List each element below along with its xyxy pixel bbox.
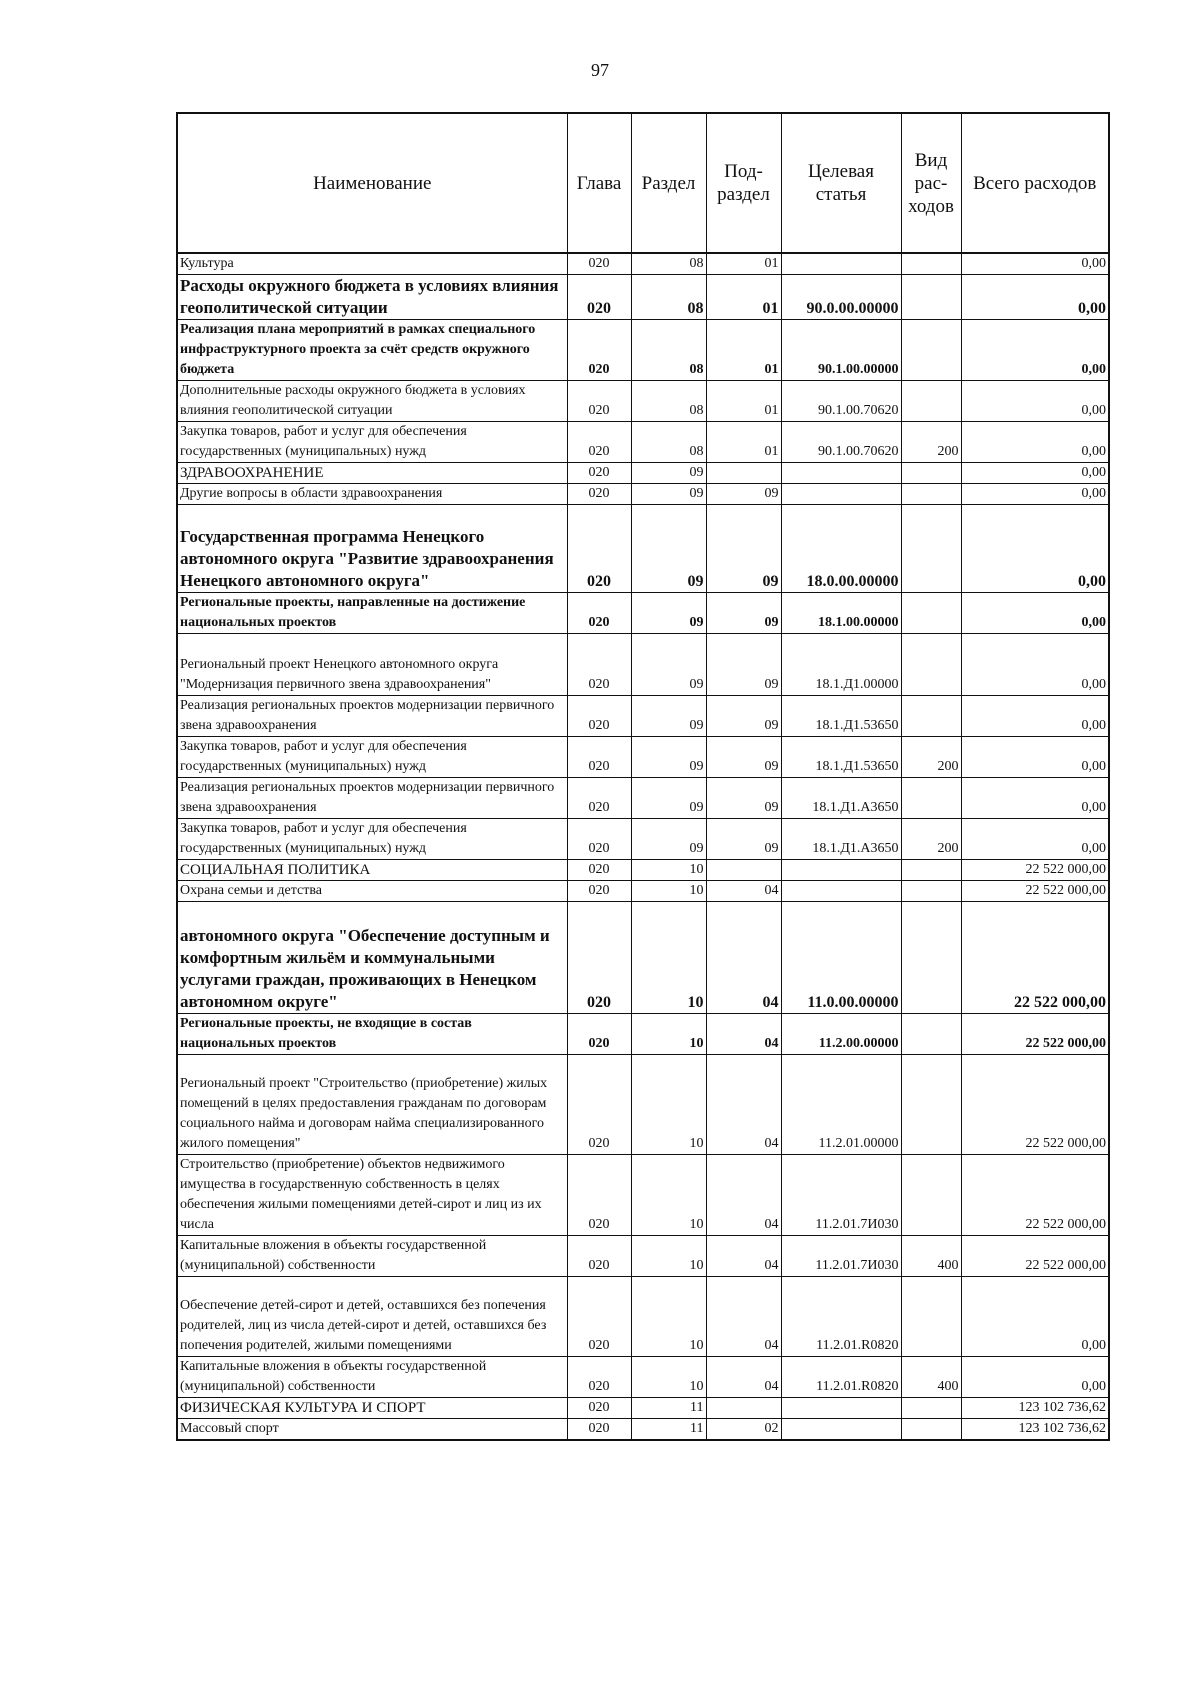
cell-razdel: 09 <box>631 778 706 819</box>
cell-vid-rashodov <box>901 593 961 634</box>
table-row <box>177 819 1109 860</box>
cell-podrazdel: 04 <box>706 1055 781 1155</box>
cell-name: Строительство (приобретение) объектов недвижимого имущества в государственную собственность в целях обеспечения жилыми помещениями детей-сирот и лиц из их числа <box>177 1155 567 1236</box>
cell-name: автономного округа "Обеспечение доступным и комфортным жильём и коммунальными услугами граждан, проживающих в Ненецком автономном округе" <box>177 902 567 1014</box>
cell-name: Закупка товаров, работ и услуг для обеспечения государственных (муниципальных) нужд <box>177 737 567 778</box>
header-razdel: Раздел <box>631 113 706 253</box>
cell-podrazdel: 09 <box>706 737 781 778</box>
cell-razdel: 08 <box>631 275 706 320</box>
table-row <box>177 634 1109 696</box>
cell-total: 0,00 <box>961 634 1109 696</box>
cell-podrazdel: 04 <box>706 1155 781 1236</box>
cell-celevaya-statya: 11.2.01.00000 <box>781 1055 901 1155</box>
cell-name: Капитальные вложения в объекты государственной (муниципальной) собственности <box>177 1236 567 1277</box>
cell-total: 0,00 <box>961 1277 1109 1357</box>
cell-celevaya-statya: 11.2.01.R0820 <box>781 1357 901 1398</box>
cell-podrazdel <box>706 860 781 881</box>
page-number: 97 <box>591 60 609 80</box>
table-row <box>177 1155 1109 1236</box>
cell-name: Массовый спорт <box>177 1419 567 1441</box>
cell-vid-rashodov <box>901 1398 961 1419</box>
cell-vid-rashodov <box>901 634 961 696</box>
cell-name: Капитальные вложения в объекты государственной (муниципальной) собственности <box>177 1357 567 1398</box>
table-row <box>177 505 1109 593</box>
cell-glava: 020 <box>567 860 631 881</box>
header-glava: Глава <box>567 113 631 253</box>
table-row <box>177 320 1109 381</box>
table-row <box>177 737 1109 778</box>
cell-celevaya-statya: 90.0.00.00000 <box>781 275 901 320</box>
cell-total: 123 102 736,62 <box>961 1419 1109 1441</box>
table-row <box>177 1277 1109 1357</box>
cell-name: Региональные проекты, направленные на достижение национальных проектов <box>177 593 567 634</box>
table-row <box>177 1014 1109 1055</box>
cell-glava: 020 <box>567 696 631 737</box>
cell-total: 0,00 <box>961 505 1109 593</box>
cell-razdel: 09 <box>631 634 706 696</box>
cell-vid-rashodov: 200 <box>901 819 961 860</box>
cell-glava: 020 <box>567 778 631 819</box>
cell-glava: 020 <box>567 1277 631 1357</box>
cell-celevaya-statya: 11.2.01.7И030 <box>781 1155 901 1236</box>
cell-razdel: 09 <box>631 484 706 505</box>
cell-vid-rashodov: 200 <box>901 422 961 463</box>
cell-name: ФИЗИЧЕСКАЯ КУЛЬТУРА И СПОРТ <box>177 1398 567 1419</box>
cell-celevaya-statya <box>781 463 901 484</box>
cell-total: 0,00 <box>961 381 1109 422</box>
cell-glava: 020 <box>567 1419 631 1441</box>
cell-celevaya-statya <box>781 484 901 505</box>
cell-glava: 020 <box>567 881 631 902</box>
table-row <box>177 1419 1109 1441</box>
cell-vid-rashodov <box>901 1155 961 1236</box>
cell-total: 0,00 <box>961 819 1109 860</box>
cell-podrazdel: 09 <box>706 819 781 860</box>
table-row <box>177 1357 1109 1398</box>
cell-name: Реализация региональных проектов модернизации первичного звена здравоохранения <box>177 696 567 737</box>
cell-name: Реализация плана мероприятий в рамках специального инфраструктурного проекта за счёт средств окружного бюджета <box>177 320 567 381</box>
cell-razdel: 09 <box>631 463 706 484</box>
table-row <box>177 422 1109 463</box>
cell-name: Закупка товаров, работ и услуг для обеспечения государственных (муниципальных) нужд <box>177 422 567 463</box>
cell-glava: 020 <box>567 463 631 484</box>
cell-celevaya-statya: 18.1.Д1.А3650 <box>781 819 901 860</box>
cell-celevaya-statya: 90.1.00.70620 <box>781 422 901 463</box>
table-row <box>177 593 1109 634</box>
cell-celevaya-statya: 18.1.Д1.53650 <box>781 737 901 778</box>
cell-celevaya-statya: 18.1.00.00000 <box>781 593 901 634</box>
cell-glava: 020 <box>567 1398 631 1419</box>
cell-podrazdel: 09 <box>706 593 781 634</box>
cell-glava: 020 <box>567 737 631 778</box>
cell-celevaya-statya: 90.1.00.70620 <box>781 381 901 422</box>
cell-total: 0,00 <box>961 484 1109 505</box>
cell-razdel: 08 <box>631 253 706 275</box>
cell-total: 22 522 000,00 <box>961 1236 1109 1277</box>
table-row <box>177 484 1109 505</box>
cell-glava: 020 <box>567 593 631 634</box>
cell-razdel: 10 <box>631 1155 706 1236</box>
cell-podrazdel: 01 <box>706 253 781 275</box>
cell-podrazdel: 01 <box>706 422 781 463</box>
table-row <box>177 381 1109 422</box>
cell-vid-rashodov <box>901 1277 961 1357</box>
cell-total: 0,00 <box>961 253 1109 275</box>
cell-razdel: 10 <box>631 1277 706 1357</box>
cell-total: 0,00 <box>961 696 1109 737</box>
budget-table <box>176 112 1110 1441</box>
cell-podrazdel: 09 <box>706 484 781 505</box>
cell-total: 0,00 <box>961 422 1109 463</box>
cell-name: Закупка товаров, работ и услуг для обеспечения государственных (муниципальных) нужд <box>177 819 567 860</box>
cell-razdel: 10 <box>631 1055 706 1155</box>
cell-name: СОЦИАЛЬНАЯ ПОЛИТИКА <box>177 860 567 881</box>
cell-vid-rashodov <box>901 881 961 902</box>
cell-name: Другие вопросы в области здравоохранения <box>177 484 567 505</box>
table-header-row <box>177 113 1109 253</box>
cell-razdel: 11 <box>631 1419 706 1441</box>
cell-total: 0,00 <box>961 320 1109 381</box>
cell-total: 22 522 000,00 <box>961 1055 1109 1155</box>
cell-celevaya-statya <box>781 881 901 902</box>
cell-total: 0,00 <box>961 275 1109 320</box>
header-total: Всего расходов <box>961 113 1109 253</box>
cell-razdel: 10 <box>631 902 706 1014</box>
cell-total: 22 522 000,00 <box>961 1014 1109 1055</box>
header-name: Наименование <box>177 113 567 253</box>
cell-celevaya-statya: 11.0.00.00000 <box>781 902 901 1014</box>
cell-glava: 020 <box>567 1155 631 1236</box>
cell-razdel: 09 <box>631 593 706 634</box>
cell-glava: 020 <box>567 505 631 593</box>
cell-name: Государственная программа Ненецкого автономного округа "Развитие здравоохранения Ненецкого автономного округа" <box>177 505 567 593</box>
cell-vid-rashodov <box>901 463 961 484</box>
cell-total: 0,00 <box>961 463 1109 484</box>
table-row <box>177 253 1109 275</box>
cell-vid-rashodov <box>901 253 961 275</box>
cell-total: 0,00 <box>961 593 1109 634</box>
cell-name: Культура <box>177 253 567 275</box>
cell-razdel: 08 <box>631 381 706 422</box>
table-row <box>177 860 1109 881</box>
cell-vid-rashodov <box>901 484 961 505</box>
cell-glava: 020 <box>567 1014 631 1055</box>
cell-vid-rashodov: 400 <box>901 1236 961 1277</box>
cell-vid-rashodov <box>901 381 961 422</box>
cell-name: Региональный проект "Строительство (приобретение) жилых помещений в целях предоставления гражданам по договорам социального найма и договорам найма специализированного жилого помещения" <box>177 1055 567 1155</box>
cell-vid-rashodov <box>901 505 961 593</box>
table-row <box>177 275 1109 320</box>
cell-total: 22 522 000,00 <box>961 881 1109 902</box>
cell-glava: 020 <box>567 253 631 275</box>
cell-vid-rashodov: 400 <box>901 1357 961 1398</box>
cell-vid-rashodov: 200 <box>901 737 961 778</box>
cell-razdel: 10 <box>631 1236 706 1277</box>
table-row <box>177 902 1109 1014</box>
cell-razdel: 10 <box>631 1014 706 1055</box>
cell-total: 0,00 <box>961 778 1109 819</box>
cell-total: 123 102 736,62 <box>961 1398 1109 1419</box>
cell-celevaya-statya <box>781 860 901 881</box>
cell-vid-rashodov <box>901 320 961 381</box>
table-row <box>177 881 1109 902</box>
cell-podrazdel: 09 <box>706 634 781 696</box>
cell-podrazdel: 09 <box>706 505 781 593</box>
cell-total: 0,00 <box>961 737 1109 778</box>
table-row <box>177 1055 1109 1155</box>
cell-podrazdel: 09 <box>706 778 781 819</box>
cell-celevaya-statya <box>781 1398 901 1419</box>
cell-celevaya-statya: 90.1.00.00000 <box>781 320 901 381</box>
cell-vid-rashodov <box>901 696 961 737</box>
cell-podrazdel: 02 <box>706 1419 781 1441</box>
cell-total: 22 522 000,00 <box>961 902 1109 1014</box>
cell-glava: 020 <box>567 275 631 320</box>
cell-celevaya-statya: 18.1.Д1.53650 <box>781 696 901 737</box>
cell-podrazdel: 04 <box>706 902 781 1014</box>
cell-name: Реализация региональных проектов модернизации первичного звена здравоохранения <box>177 778 567 819</box>
cell-celevaya-statya: 18.1.Д1.00000 <box>781 634 901 696</box>
cell-razdel: 08 <box>631 320 706 381</box>
cell-podrazdel <box>706 463 781 484</box>
cell-name: Региональные проекты, не входящие в состав национальных проектов <box>177 1014 567 1055</box>
cell-glava: 020 <box>567 1357 631 1398</box>
table-body <box>177 253 1109 1440</box>
cell-razdel: 09 <box>631 505 706 593</box>
cell-name: Охрана семьи и детства <box>177 881 567 902</box>
cell-razdel: 08 <box>631 422 706 463</box>
cell-podrazdel: 01 <box>706 275 781 320</box>
table-row <box>177 1236 1109 1277</box>
cell-podrazdel: 04 <box>706 1236 781 1277</box>
cell-glava: 020 <box>567 381 631 422</box>
table-row <box>177 696 1109 737</box>
cell-total: 22 522 000,00 <box>961 860 1109 881</box>
cell-name: Дополнительные расходы окружного бюджета в условиях влияния геополитической ситуации <box>177 381 567 422</box>
cell-total: 22 522 000,00 <box>961 1155 1109 1236</box>
cell-name: Обеспечение детей-сирот и детей, оставшихся без попечения родителей, лиц из числа детей-сирот и детей, оставшихся без попечения родителей, жилыми помещениями <box>177 1277 567 1357</box>
cell-vid-rashodov <box>901 1055 961 1155</box>
cell-glava: 020 <box>567 1236 631 1277</box>
cell-name: Расходы окружного бюджета в условиях влияния геополитической ситуации <box>177 275 567 320</box>
cell-razdel: 10 <box>631 881 706 902</box>
cell-name: Региональный проект Ненецкого автономного округа "Модернизация первичного звена здравоохранения" <box>177 634 567 696</box>
cell-celevaya-statya: 18.0.00.00000 <box>781 505 901 593</box>
cell-razdel: 10 <box>631 860 706 881</box>
cell-glava: 020 <box>567 484 631 505</box>
cell-podrazdel: 01 <box>706 320 781 381</box>
cell-celevaya-statya: 11.2.00.00000 <box>781 1014 901 1055</box>
cell-razdel: 09 <box>631 696 706 737</box>
cell-podrazdel: 04 <box>706 881 781 902</box>
header-podrazdel: Под- раздел <box>706 113 781 253</box>
cell-vid-rashodov <box>901 275 961 320</box>
cell-razdel: 09 <box>631 737 706 778</box>
table-row <box>177 1398 1109 1419</box>
cell-glava: 020 <box>567 634 631 696</box>
cell-razdel: 11 <box>631 1398 706 1419</box>
table-row <box>177 463 1109 484</box>
cell-celevaya-statya: 11.2.01.R0820 <box>781 1277 901 1357</box>
cell-vid-rashodov <box>901 860 961 881</box>
cell-celevaya-statya: 18.1.Д1.А3650 <box>781 778 901 819</box>
cell-celevaya-statya: 11.2.01.7И030 <box>781 1236 901 1277</box>
cell-razdel: 10 <box>631 1357 706 1398</box>
cell-podrazdel: 04 <box>706 1357 781 1398</box>
table-row <box>177 778 1109 819</box>
cell-glava: 020 <box>567 422 631 463</box>
cell-glava: 020 <box>567 819 631 860</box>
cell-glava: 020 <box>567 902 631 1014</box>
cell-podrazdel: 01 <box>706 381 781 422</box>
header-vid-rashodov: Вид рас- ходов <box>901 113 961 253</box>
cell-razdel: 09 <box>631 819 706 860</box>
cell-vid-rashodov <box>901 1419 961 1441</box>
cell-vid-rashodov <box>901 1014 961 1055</box>
cell-podrazdel: 09 <box>706 696 781 737</box>
cell-vid-rashodov <box>901 778 961 819</box>
cell-celevaya-statya <box>781 1419 901 1441</box>
cell-podrazdel: 04 <box>706 1014 781 1055</box>
cell-podrazdel <box>706 1398 781 1419</box>
cell-total: 0,00 <box>961 1357 1109 1398</box>
cell-podrazdel: 04 <box>706 1277 781 1357</box>
cell-vid-rashodov <box>901 902 961 1014</box>
header-celevaya-statya: Целевая статья <box>781 113 901 253</box>
cell-glava: 020 <box>567 1055 631 1155</box>
cell-name: ЗДРАВООХРАНЕНИЕ <box>177 463 567 484</box>
cell-celevaya-statya <box>781 253 901 275</box>
cell-glava: 020 <box>567 320 631 381</box>
